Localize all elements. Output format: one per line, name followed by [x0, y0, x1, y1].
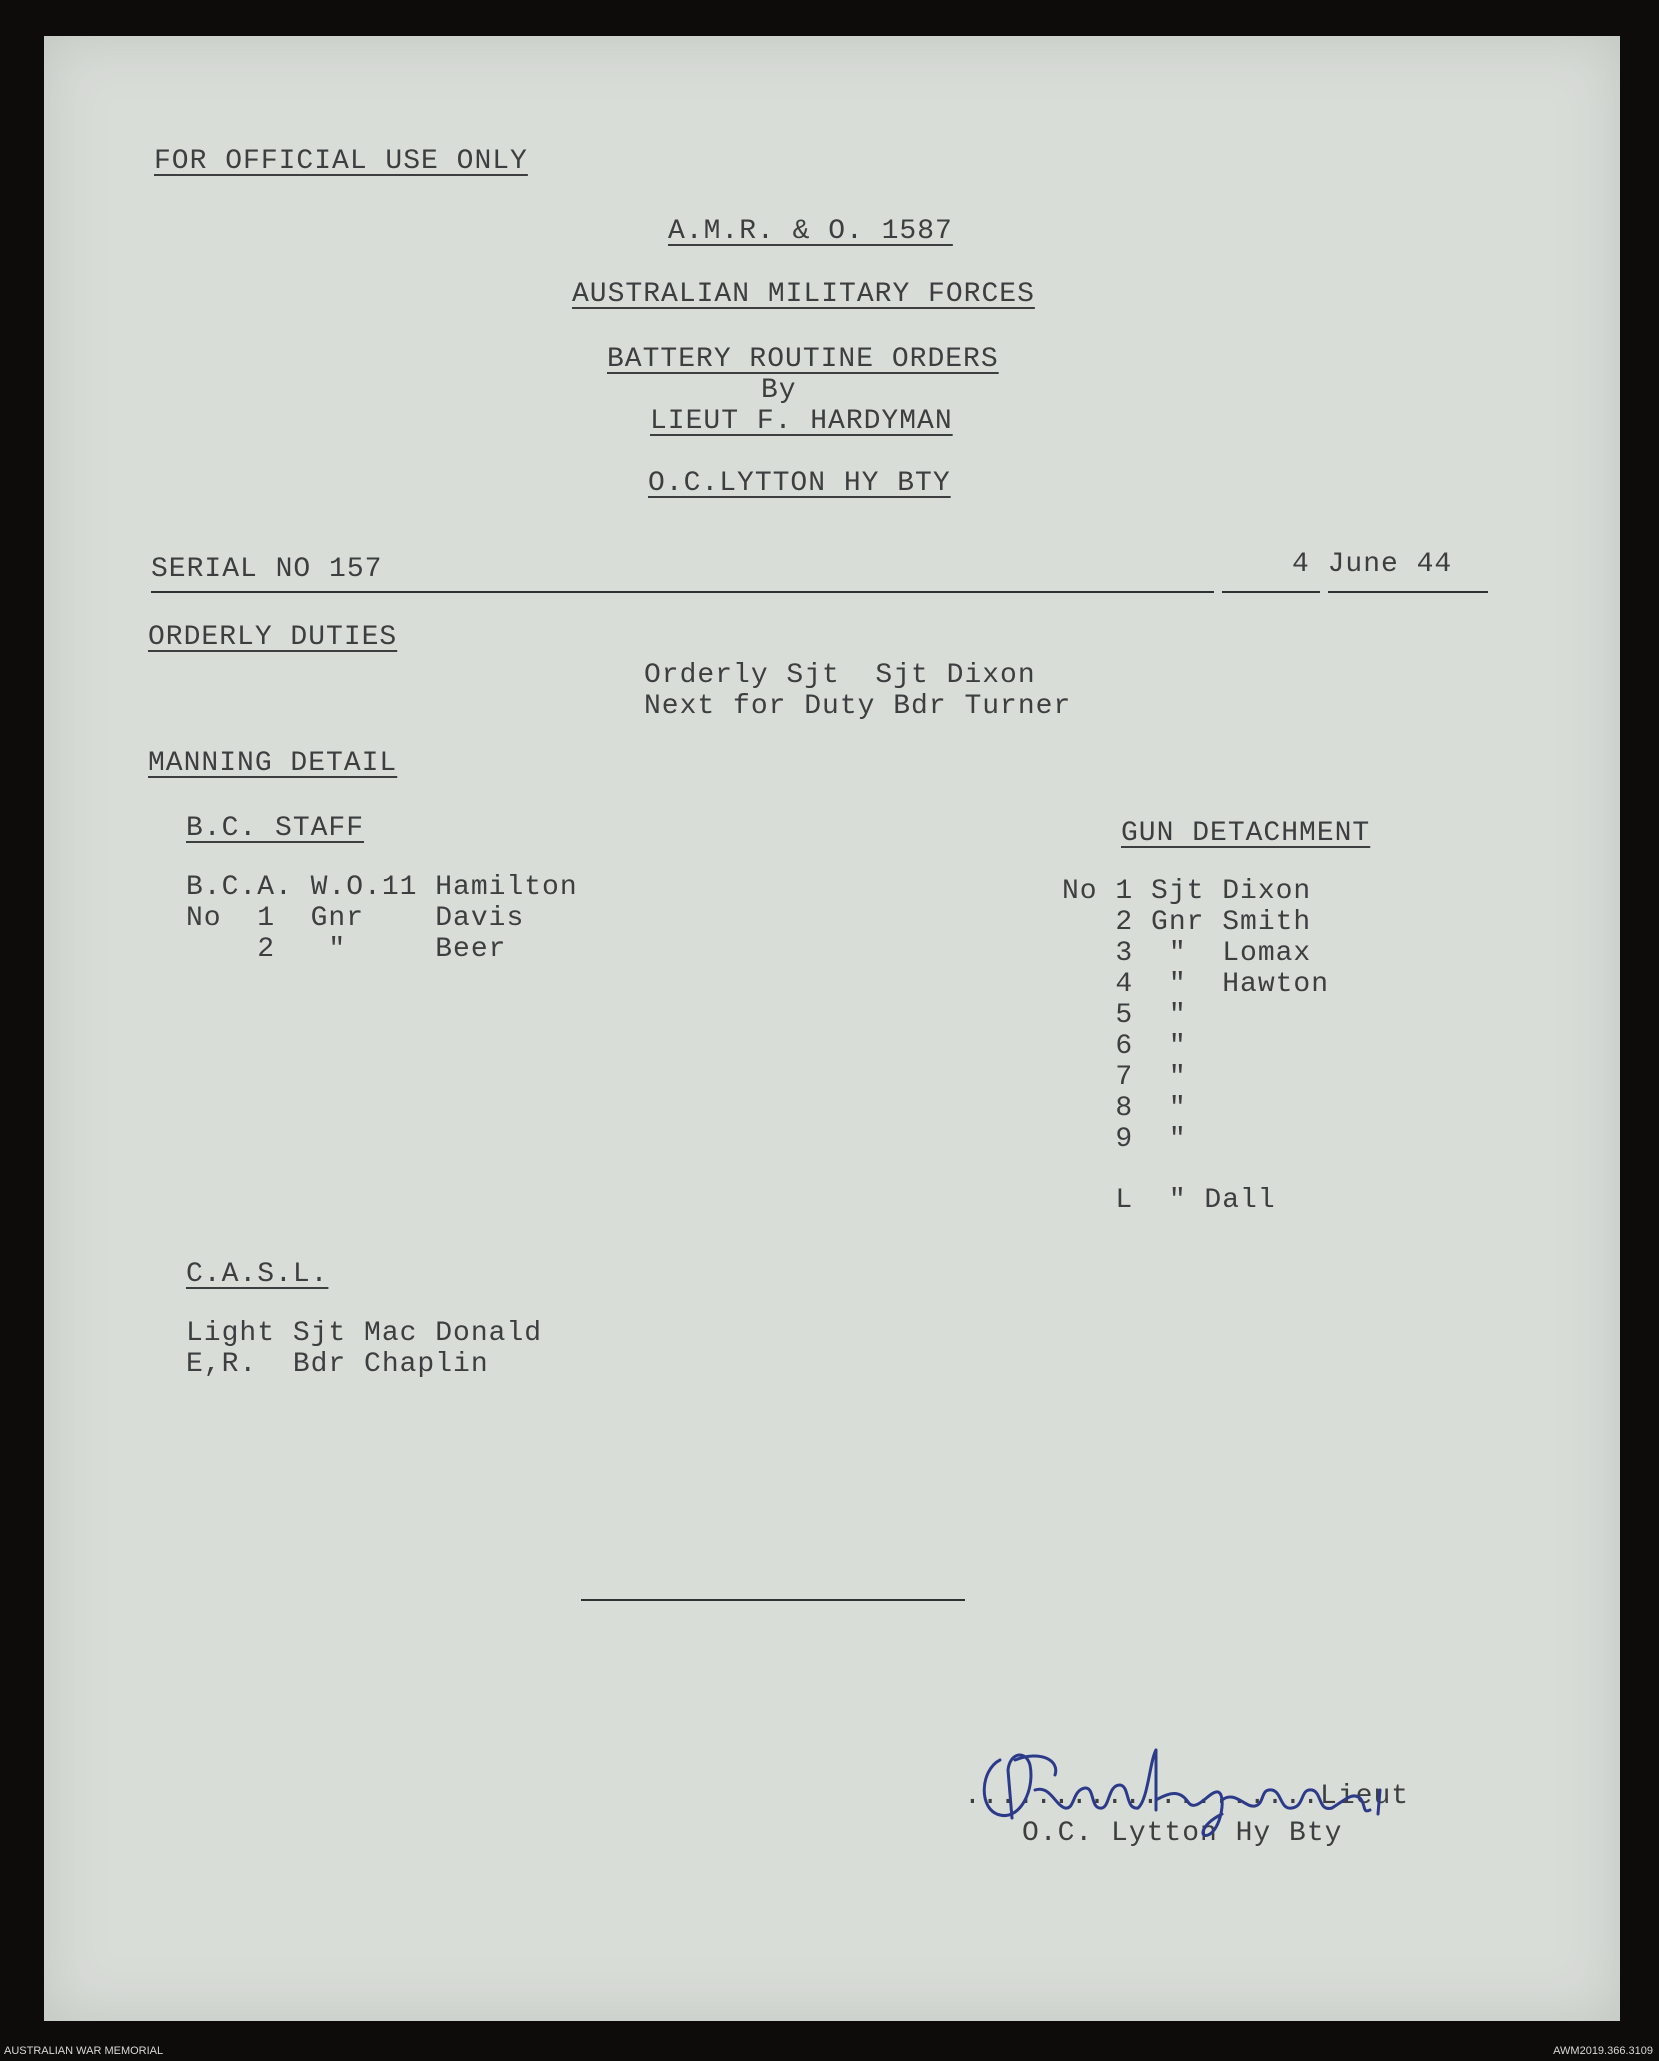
forces-heading: AUSTRALIAN MILITARY FORCES [572, 279, 1035, 310]
gun-detachment-row: 2 Gnr Smith [1062, 907, 1312, 938]
orderly-sergeant-line: Orderly Sjt Sjt Dixon [644, 660, 1036, 691]
gun-detachment-row: 4 " Hawton [1062, 969, 1330, 1000]
bc-staff-row: No 1 Gnr Davis [186, 903, 525, 934]
date-rule-left [1222, 591, 1320, 593]
serial-rule [151, 591, 1214, 593]
bc-staff-row: B.C.A. W.O.11 Hamilton [186, 872, 578, 903]
casl-heading: C.A.S.L. [186, 1259, 329, 1290]
serial-number: SERIAL NO 157 [151, 554, 383, 585]
form-reference: A.M.R. & O. 1587 [668, 216, 953, 247]
footer-source-label: AUSTRALIAN WAR MEMORIAL [4, 2045, 164, 2057]
by-label: By [761, 375, 797, 406]
issuing-officer: LIEUT F. HARDYMAN [650, 406, 953, 437]
signatory-title: O.C. Lytton Hy Bty [1022, 1818, 1343, 1849]
next-for-duty-line: Next for Duty Bdr Turner [644, 691, 1072, 722]
date-rule-right [1328, 591, 1488, 593]
order-date: 4 June 44 [1292, 549, 1453, 580]
closing-rule [581, 1599, 965, 1601]
gun-detachment-row: 6 " [1062, 1031, 1187, 1062]
gun-detachment-row: No 1 Sjt Dixon [1062, 876, 1312, 907]
document-page [44, 36, 1620, 2021]
signature-dots-rank: ....................Lieut [964, 1781, 1410, 1812]
gun-detachment-row: L " Dall [1062, 1185, 1276, 1216]
handwritten-signature [960, 1730, 1430, 1850]
gun-detachment-row: 3 " Lomax [1062, 938, 1312, 969]
command-title: O.C.LYTTON HY BTY [648, 468, 951, 499]
classification-label: FOR OFFICIAL USE ONLY [154, 146, 528, 177]
casl-row: E,R. Bdr Chaplin [186, 1349, 489, 1380]
bc-staff-row: 2 " Beer [186, 934, 507, 965]
orderly-duties-heading: ORDERLY DUTIES [148, 622, 398, 653]
gun-detachment-heading: GUN DETACHMENT [1121, 818, 1371, 849]
casl-row: Light Sjt Mac Donald [186, 1318, 543, 1349]
gun-detachment-row: 5 " [1062, 1000, 1187, 1031]
gun-detachment-row: 7 " [1062, 1062, 1187, 1093]
gun-detachment-row: 9 " [1062, 1124, 1187, 1155]
bc-staff-heading: B.C. STAFF [186, 813, 365, 844]
footer-accession-number: AWM2019.366.3109 [1553, 2045, 1653, 2057]
gun-detachment-row: 8 " [1062, 1093, 1187, 1124]
manning-detail-heading: MANNING DETAIL [148, 748, 398, 779]
orders-title: BATTERY ROUTINE ORDERS [607, 344, 999, 375]
